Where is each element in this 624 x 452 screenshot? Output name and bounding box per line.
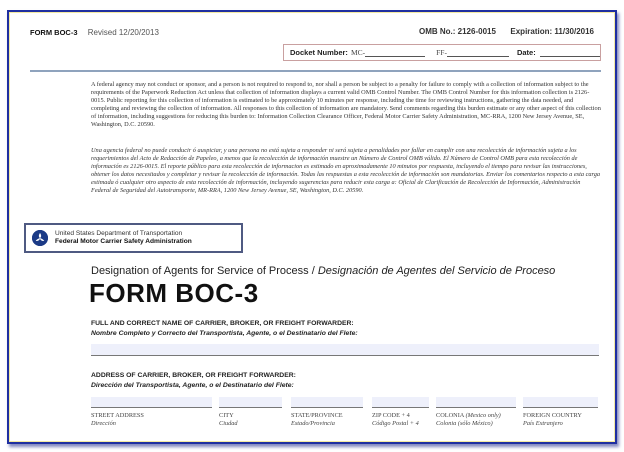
mc-number-field[interactable] (365, 49, 425, 57)
department-name: United States Department of Transportation (55, 230, 183, 237)
ff-number-field[interactable] (447, 49, 509, 57)
mc-prefix: MC- (350, 48, 366, 57)
date-field[interactable] (540, 49, 600, 57)
form-title: FORM BOC-3 (89, 278, 259, 308)
state-province-label-es: Estado/Provincia (291, 420, 335, 427)
foreign-country-label: FOREIGN COUNTRY (523, 412, 582, 419)
omb-number: OMB No.: 2126-0015 (419, 27, 496, 36)
street-address-input[interactable] (91, 397, 212, 408)
name-label-spanish: Nombre Completo y Correcto del Transportista, Agente, o el Destinatario del Flete: (91, 330, 358, 337)
docket-number-label: Docket Number: (290, 48, 348, 57)
expiration-date: Expiration: 11/30/2016 (510, 27, 594, 36)
subtitle-spanish: Designación de Agentes del Servicio de Proceso (317, 265, 556, 277)
street-address-label: STREET ADDRESS (91, 412, 144, 419)
city-label-es: Ciudad (219, 420, 238, 427)
zip-code-input[interactable] (372, 397, 429, 408)
street-address-column (91, 397, 212, 427)
address-fields (91, 397, 601, 433)
colonia-label (436, 412, 516, 419)
city-input[interactable] (219, 397, 282, 408)
state-province-input[interactable] (291, 397, 363, 408)
dot-triskelion-icon (32, 230, 48, 246)
agency-badge (24, 223, 243, 253)
street-address-label-es: Dirección (91, 420, 116, 427)
state-province-column (291, 397, 363, 427)
foreign-country-input[interactable] (523, 397, 598, 408)
carrier-name-input[interactable] (91, 344, 599, 356)
docket-box (283, 44, 601, 61)
city-label: CITY (219, 412, 234, 419)
colonia-column (436, 397, 516, 427)
revised-date: Revised 12/20/2013 (87, 28, 159, 37)
header-divider (30, 70, 601, 72)
address-label-english: ADDRESS OF CARRIER, BROKER, OR FREIGHT FORWARDER: (91, 372, 296, 379)
name-label-english: FULL AND CORRECT NAME OF CARRIER, BROKER, OR FREIGHT FORWARDER: (91, 320, 354, 327)
date-label: Date: (516, 48, 536, 57)
administration-name: Federal Motor Carrier Safety Administration (55, 238, 192, 245)
form-header-left (30, 28, 159, 37)
colonia-note: (Mexico only) (465, 412, 501, 419)
zip-code-label: ZIP CODE + 4 (372, 412, 410, 419)
colonia-label-es: Colonia (sólo México) (436, 420, 493, 427)
state-province-label: STATE/PROVINCE (291, 412, 343, 419)
ff-prefix: FF- (436, 48, 447, 57)
form-subtitle (91, 265, 555, 277)
foreign-country-label-es: País Extranjero (523, 420, 563, 427)
subtitle-english: Designation of Agents for Service of Process / (91, 265, 318, 277)
colonia-label-text: COLONIA (436, 412, 464, 419)
colonia-input[interactable] (436, 397, 516, 408)
city-column (219, 397, 282, 427)
paperwork-notice-spanish: Una agencia federal no puede conducir ó auspiciar, y una persona no está sujeta a responder ni será sujeta a penalidades por fallar en cumplir con una recolección de información sujeta a los requerimientos del Acto de Redacción de Papeleo, a menos que la recolección de información muestre un Número de Control OMB válido. El Número de Control OMB para esta recolección de información es 2126-0015. El reporte público para esta recolección de informacion es estimado en aproximadamente 10 minutos por respuesta, incluyendo el tiempo para revisar las instrucciones, obtener los datos necesitados y completar y revisar la recolección de información. Todas las respuestas a esta recolección de información son mandatorias. Enviar los comentarios respecto a esta carga estimada ó cualquier otro aspecto de esta recolección de información, incluyendo sugerencias para reducir esta carga a: Oficial de Clarificación de Recolección de Información, Administración Federal de Seguridad del Autotransporte, MR-RRA, 1200 New Jersey Avenue, SE, Washington, D.C. 20590. (91, 147, 601, 194)
paperwork-notice-english: A federal agency may not conduct or sponsor, and a person is not required to respond to, nor shall a person be subject to a penalty for failure to comply with a collection of information subject to the requirements of the Paperwork Reduction Act unless that collection of information displays a current valid OMB Control Number. The OMB Control Number for this information collection is 2126-0015. Public reporting for this collection of information is estimated to be approximately 10 minutes per response, including the time for reviewing instructions, gathering the data needed, and completing and reviewing the collection of information. All responses to this collection of information are mandatory. Send comments regarding this burden estimate or any other aspect of this collection of information, including suggestions for reducing this burden to: Information Collection Clearance Officer, Federal Motor Carrier Safety Administration, MC-RRA, 1200 New Jersey Avenue, SE, Washington, D.C. 20590. (91, 81, 601, 128)
form-id: FORM BOC-3 (30, 28, 78, 37)
zip-code-column (372, 397, 429, 427)
foreign-country-column (523, 397, 598, 427)
zip-code-label-es: Código Postal + 4 (372, 420, 419, 427)
address-label-spanish: Dirección del Transportista, Agente, o el Destinatario del Flete: (91, 382, 294, 389)
form-header-right (419, 27, 594, 36)
